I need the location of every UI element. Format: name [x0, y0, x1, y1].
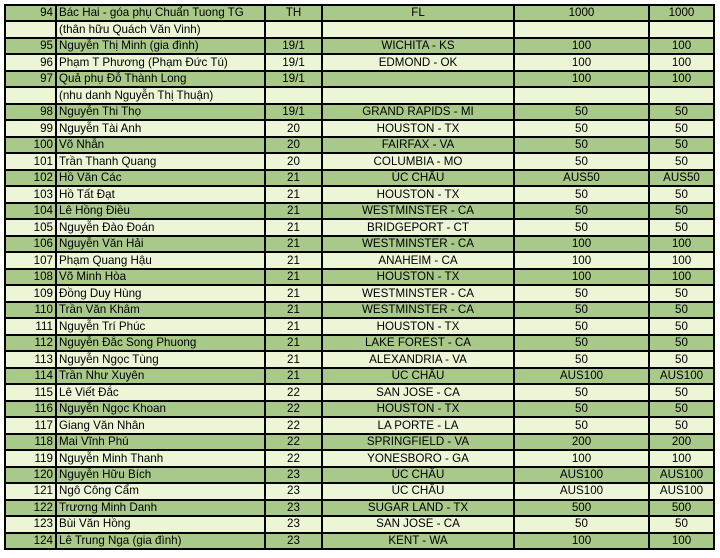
city-state-cell: SPRINGFIELD - VA	[323, 435, 513, 449]
city-state-cell: ÚC CHÂU	[323, 171, 513, 185]
row-number-cell: 97	[6, 72, 55, 86]
row-number-cell: 108	[6, 270, 55, 284]
donor-name-cell: Nguyễn Đắc Song Phuong	[57, 336, 264, 350]
row-number-cell: 120	[6, 468, 55, 482]
donor-name-cell: (nhu danh Nguyễn Thị Thuận)	[57, 88, 264, 102]
table-row	[6, 418, 713, 432]
date-cell: 22	[266, 435, 321, 449]
city-state-cell: WESTMINSTER - CA	[323, 303, 513, 317]
table-row	[6, 105, 713, 119]
date-cell: 23	[266, 517, 321, 531]
amount-cell: AUS100	[515, 484, 648, 498]
amount-cell: 500	[515, 501, 648, 515]
total-amount-cell: 50	[650, 286, 713, 300]
amount-cell: 50	[515, 303, 648, 317]
total-amount-cell: 100	[650, 270, 713, 284]
donor-name-cell: Giang Văn Nhân	[57, 418, 264, 432]
row-number-cell: 106	[6, 237, 55, 251]
row-number-cell	[6, 88, 55, 102]
donor-name-cell: Mai Vĩnh Phú	[57, 435, 264, 449]
total-amount-cell	[650, 88, 713, 102]
total-amount-cell: 50	[650, 154, 713, 168]
row-number-cell: 94	[6, 6, 55, 20]
amount-cell: 50	[515, 418, 648, 432]
total-amount-cell: 50	[650, 121, 713, 135]
table-row	[6, 253, 713, 267]
row-number-cell: 101	[6, 154, 55, 168]
city-state-cell: LAKE FOREST - CA	[323, 336, 513, 350]
table-row	[6, 435, 713, 449]
amount-cell: 100	[515, 270, 648, 284]
city-state-cell: SUGAR LAND - TX	[323, 501, 513, 515]
donor-name-cell: Trần Văn Khâm	[57, 303, 264, 317]
table-row	[6, 237, 713, 251]
table-row	[6, 319, 713, 333]
row-number-cell: 118	[6, 435, 55, 449]
donor-name-cell: Phạm Quang Hậu	[57, 253, 264, 267]
date-cell: 19/1	[266, 105, 321, 119]
amount-cell: 100	[515, 39, 648, 53]
amount-cell: 50	[515, 187, 648, 201]
city-state-cell: WESTMINSTER - CA	[323, 237, 513, 251]
total-amount-cell: 50	[650, 402, 713, 416]
donor-name-cell: Nguyễn Tài Anh	[57, 121, 264, 135]
row-number-cell: 95	[6, 39, 55, 53]
row-number-cell: 116	[6, 402, 55, 416]
amount-cell: 50	[515, 220, 648, 234]
donor-name-cell: Ngô Công Cẩm	[57, 484, 264, 498]
date-cell: 21	[266, 369, 321, 383]
total-amount-cell: AUS100	[650, 369, 713, 383]
table-row	[6, 352, 713, 366]
donor-name-cell: Võ Nhẫn	[57, 138, 264, 152]
city-state-cell	[323, 88, 513, 102]
total-amount-cell: 50	[650, 385, 713, 399]
amount-cell: 1000	[515, 6, 648, 20]
total-amount-cell: 50	[650, 336, 713, 350]
date-cell: 21	[266, 237, 321, 251]
date-cell: 23	[266, 534, 321, 548]
amount-cell: 50	[515, 402, 648, 416]
amount-cell: 100	[515, 237, 648, 251]
row-number-cell: 102	[6, 171, 55, 185]
city-state-cell: ALEXANDRIA - VA	[323, 352, 513, 366]
city-state-cell: EDMOND - OK	[323, 55, 513, 69]
donor-name-cell: Nguyễn Ngọc Khoan	[57, 402, 264, 416]
date-cell: 21	[266, 336, 321, 350]
amount-cell: AUS100	[515, 369, 648, 383]
donor-name-cell: Nguyễn Hữu Bích	[57, 468, 264, 482]
city-state-cell: HOUSTON - TX	[323, 121, 513, 135]
date-cell: 21	[266, 187, 321, 201]
donor-name-cell: Lê Trung Nga (gia đình)	[57, 534, 264, 548]
date-cell: TH	[266, 6, 321, 20]
date-cell: 22	[266, 451, 321, 465]
amount-cell: 100	[515, 253, 648, 267]
table-row	[6, 369, 713, 383]
row-number-cell: 117	[6, 418, 55, 432]
donor-name-cell: Nguyễn Minh Thanh	[57, 451, 264, 465]
table-row	[6, 154, 713, 168]
amount-cell: AUS50	[515, 171, 648, 185]
row-number-cell: 112	[6, 336, 55, 350]
total-amount-cell: 50	[650, 187, 713, 201]
date-cell: 23	[266, 501, 321, 515]
date-cell: 21	[266, 286, 321, 300]
row-number-cell: 122	[6, 501, 55, 515]
amount-cell	[515, 88, 648, 102]
city-state-cell: YONESBORO - GA	[323, 451, 513, 465]
donor-name-cell: Hồ Văn Các	[57, 171, 264, 185]
date-cell: 22	[266, 385, 321, 399]
donation-table-sheet	[4, 4, 715, 550]
total-amount-cell: 500	[650, 501, 713, 515]
amount-cell: 200	[515, 435, 648, 449]
city-state-cell: FL	[323, 6, 513, 20]
table-row	[6, 303, 713, 317]
amount-cell: 100	[515, 72, 648, 86]
donor-name-cell: Võ Minh Hòa	[57, 270, 264, 284]
table-row	[6, 534, 713, 548]
donor-name-cell: Nguyễn Đào Đoán	[57, 220, 264, 234]
total-amount-cell: AUS100	[650, 484, 713, 498]
date-cell: 22	[266, 418, 321, 432]
city-state-cell	[323, 22, 513, 36]
table-row	[6, 270, 713, 284]
date-cell: 21	[266, 204, 321, 218]
city-state-cell: SAN JOSE - CA	[323, 517, 513, 531]
amount-cell: 100	[515, 534, 648, 548]
table-row	[6, 55, 713, 69]
row-number-cell: 107	[6, 253, 55, 267]
total-amount-cell: 100	[650, 55, 713, 69]
amount-cell: 50	[515, 385, 648, 399]
date-cell: 20	[266, 121, 321, 135]
donor-name-cell: Phạm T Phương (Phạm Đức Tú)	[57, 55, 264, 69]
date-cell: 21	[266, 220, 321, 234]
total-amount-cell: 50	[650, 220, 713, 234]
table-row	[6, 402, 713, 416]
donor-name-cell: Nguyễn Thị Minh (gia đình)	[57, 39, 264, 53]
amount-cell: 50	[515, 319, 648, 333]
amount-cell: 50	[515, 352, 648, 366]
city-state-cell: HOUSTON - TX	[323, 270, 513, 284]
table-row	[6, 451, 713, 465]
total-amount-cell: 50	[650, 204, 713, 218]
date-cell: 19/1	[266, 39, 321, 53]
donor-name-cell: Trần Như Xuyên	[57, 369, 264, 383]
date-cell: 23	[266, 468, 321, 482]
donor-name-cell: Nguyễn Trí Phúc	[57, 319, 264, 333]
row-number-cell: 115	[6, 385, 55, 399]
date-cell: 23	[266, 484, 321, 498]
table-row	[6, 286, 713, 300]
amount-cell: 100	[515, 451, 648, 465]
total-amount-cell: 50	[650, 517, 713, 531]
city-state-cell: ÚC CHÂU	[323, 369, 513, 383]
row-number-cell: 98	[6, 105, 55, 119]
amount-cell: 50	[515, 121, 648, 135]
row-number-cell: 103	[6, 187, 55, 201]
date-cell	[266, 22, 321, 36]
date-cell: 21	[266, 253, 321, 267]
table-row	[6, 336, 713, 350]
city-state-cell: BRIDGEPORT - CT	[323, 220, 513, 234]
date-cell: 20	[266, 154, 321, 168]
row-number-cell: 110	[6, 303, 55, 317]
donor-name-cell: Nguyễn Thi Thọ	[57, 105, 264, 119]
total-amount-cell: 50	[650, 303, 713, 317]
table-row	[6, 187, 713, 201]
total-amount-cell: 100	[650, 534, 713, 548]
date-cell: 20	[266, 138, 321, 152]
total-amount-cell: 1000	[650, 6, 713, 20]
city-state-cell: ANAHEIM - CA	[323, 253, 513, 267]
city-state-cell: GRAND RAPIDS - MI	[323, 105, 513, 119]
row-number-cell: 104	[6, 204, 55, 218]
donor-name-cell: Bùi Văn Hồng	[57, 517, 264, 531]
donor-name-cell: Bác Hai - góa phụ Chuẩn Tuong TG	[57, 6, 264, 20]
total-amount-cell: 50	[650, 319, 713, 333]
date-cell: 21	[266, 352, 321, 366]
row-number-cell: 111	[6, 319, 55, 333]
row-number-cell: 100	[6, 138, 55, 152]
amount-cell: 50	[515, 517, 648, 531]
table-row	[6, 171, 713, 185]
city-state-cell: FAIRFAX - VA	[323, 138, 513, 152]
donor-name-cell: Trương Minh Danh	[57, 501, 264, 515]
city-state-cell: HOUSTON - TX	[323, 402, 513, 416]
row-number-cell: 124	[6, 534, 55, 548]
total-amount-cell: 50	[650, 418, 713, 432]
city-state-cell: LA PORTE - LA	[323, 418, 513, 432]
donor-name-cell: Nguyễn Ngọc Tùng	[57, 352, 264, 366]
city-state-cell: HOUSTON - TX	[323, 319, 513, 333]
date-cell: 21	[266, 171, 321, 185]
total-amount-cell: 100	[650, 253, 713, 267]
row-number-cell: 99	[6, 121, 55, 135]
city-state-cell: ÚC CHÂU	[323, 468, 513, 482]
amount-cell: 50	[515, 286, 648, 300]
row-number-cell: 96	[6, 55, 55, 69]
donor-name-cell: (thân hữu Quách Văn Vinh)	[57, 22, 264, 36]
table-row	[6, 501, 713, 515]
total-amount-cell: 200	[650, 435, 713, 449]
total-amount-cell: 50	[650, 138, 713, 152]
date-cell: 19/1	[266, 55, 321, 69]
donor-name-cell: Hồ Tất Đạt	[57, 187, 264, 201]
amount-cell: 50	[515, 204, 648, 218]
city-state-cell: SAN JOSE - CA	[323, 385, 513, 399]
date-cell: 19/1	[266, 72, 321, 86]
table-row	[6, 72, 713, 86]
row-number-cell: 121	[6, 484, 55, 498]
donor-name-cell: Lê Hồng Điều	[57, 204, 264, 218]
row-number-cell: 109	[6, 286, 55, 300]
row-number-cell: 114	[6, 369, 55, 383]
amount-cell: 50	[515, 138, 648, 152]
table-row	[6, 138, 713, 152]
donor-name-cell: Nguyễn Văn Hải	[57, 237, 264, 251]
date-cell: 22	[266, 402, 321, 416]
table-row	[6, 484, 713, 498]
amount-cell	[515, 22, 648, 36]
donor-name-cell: Đồng Duy Hùng	[57, 286, 264, 300]
city-state-cell: WICHITA - KS	[323, 39, 513, 53]
donor-name-cell: Trần Thanh Quang	[57, 154, 264, 168]
row-number-cell: 113	[6, 352, 55, 366]
table-row	[6, 88, 713, 102]
date-cell	[266, 88, 321, 102]
city-state-cell: COLUMBIA - MO	[323, 154, 513, 168]
amount-cell: 50	[515, 336, 648, 350]
total-amount-cell: 100	[650, 39, 713, 53]
total-amount-cell: AUS50	[650, 171, 713, 185]
donor-name-cell: Lê Viết Đắc	[57, 385, 264, 399]
total-amount-cell: 100	[650, 72, 713, 86]
amount-cell: AUS100	[515, 468, 648, 482]
date-cell: 21	[266, 270, 321, 284]
city-state-cell: KENT - WA	[323, 534, 513, 548]
city-state-cell	[323, 72, 513, 86]
city-state-cell: ÚC CHÂU	[323, 484, 513, 498]
table-row	[6, 39, 713, 53]
row-number-cell	[6, 22, 55, 36]
table-row	[6, 121, 713, 135]
table-row	[6, 385, 713, 399]
total-amount-cell: 50	[650, 105, 713, 119]
amount-cell: 50	[515, 105, 648, 119]
donor-name-cell: Quả phụ Đỗ Thành Long	[57, 72, 264, 86]
total-amount-cell: 100	[650, 237, 713, 251]
total-amount-cell: 100	[650, 451, 713, 465]
table-row	[6, 22, 713, 36]
city-state-cell: WESTMINSTER - CA	[323, 286, 513, 300]
table-row	[6, 220, 713, 234]
amount-cell: 50	[515, 154, 648, 168]
date-cell: 21	[266, 303, 321, 317]
total-amount-cell	[650, 22, 713, 36]
city-state-cell: WESTMINSTER - CA	[323, 204, 513, 218]
date-cell: 21	[266, 319, 321, 333]
table-row	[6, 6, 713, 20]
total-amount-cell: 50	[650, 352, 713, 366]
table-row	[6, 468, 713, 482]
table-row	[6, 204, 713, 218]
table-row	[6, 517, 713, 531]
donation-table	[6, 6, 713, 548]
total-amount-cell: AUS100	[650, 468, 713, 482]
row-number-cell: 119	[6, 451, 55, 465]
city-state-cell: HOUSTON - TX	[323, 187, 513, 201]
row-number-cell: 105	[6, 220, 55, 234]
amount-cell: 100	[515, 55, 648, 69]
row-number-cell: 123	[6, 517, 55, 531]
